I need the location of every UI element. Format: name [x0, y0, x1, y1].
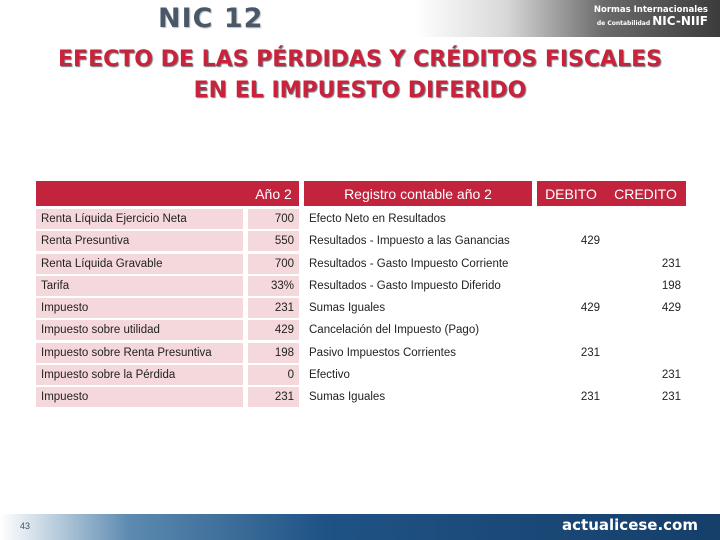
- accounting-table: [36, 181, 686, 410]
- cell-concept: Impuesto sobre la Pérdida: [36, 365, 243, 385]
- cell-entry: Sumas Iguales: [309, 302, 386, 315]
- cell-debit: [537, 276, 605, 296]
- header-concept: [36, 181, 248, 206]
- cell-credit: [605, 209, 686, 229]
- header-entry: Registro contable año 2: [304, 181, 532, 206]
- cell-year-2: 33%: [248, 276, 299, 296]
- cell-concept: Renta Líquida Gravable: [36, 254, 243, 274]
- cell-year-2: 198: [248, 343, 299, 363]
- header-credit: CREDITO: [605, 181, 686, 206]
- cell-entry: Sumas Iguales: [309, 391, 386, 404]
- logo-line-1: Normas Internacionales: [593, 5, 708, 15]
- cell-debit: [537, 254, 605, 274]
- cell-credit: 429: [661, 302, 681, 315]
- logo-line-2-big: NIC-NIIF: [652, 14, 708, 28]
- heading-line-2: EN EL IMPUESTO DIFERIDO: [193, 78, 527, 103]
- cell-year-2: 231: [248, 298, 299, 318]
- header-debit: DEBITO: [537, 181, 605, 206]
- cell-credit: [605, 231, 686, 251]
- slide-title: NIC 12: [158, 3, 264, 34]
- cell-debit: 429: [580, 302, 600, 315]
- cell-concept: Impuesto: [36, 387, 243, 407]
- cell-entry: Pasivo Impuestos Corrientes: [309, 346, 457, 359]
- cell-credit: 231: [661, 391, 681, 404]
- cell-credit: 231: [661, 369, 681, 382]
- cell-year-2: 700: [248, 209, 299, 229]
- brand-name: actualicese.com: [562, 516, 698, 534]
- cell-credit: 198: [661, 279, 681, 292]
- cell-debit: [537, 209, 605, 229]
- heading-line-1: EFECTO DE LAS PÉRDIDAS Y CRÉDITOS FISCALES: [58, 47, 662, 72]
- cell-entry: Efecto Neto en Resultados: [309, 213, 446, 225]
- nic-niif-logo: [415, 0, 720, 37]
- cell-concept: Renta Presuntiva: [36, 231, 243, 251]
- cell-year-2: 700: [248, 254, 299, 274]
- cell-year-2: 0: [248, 365, 299, 385]
- cell-debit: [537, 365, 605, 385]
- cell-concept: Impuesto: [36, 298, 243, 318]
- cell-concept: Tarifa: [36, 276, 243, 296]
- cell-year-2: 429: [248, 320, 299, 340]
- cell-entry: Cancelación del Impuesto (Pago): [309, 324, 480, 337]
- cell-entry: Resultados - Impuesto a las Ganancias: [309, 235, 510, 248]
- cell-debit: 429: [580, 235, 600, 248]
- cell-credit: 231: [661, 257, 681, 270]
- header-year-2: Año 2: [248, 181, 299, 206]
- cell-concept: Impuesto sobre Renta Presuntiva: [36, 343, 243, 363]
- cell-entry: Resultados - Gasto Impuesto Diferido: [309, 279, 501, 292]
- logo-line-2-small: de Contabilidad: [596, 20, 651, 27]
- cell-entry: Efectivo: [309, 369, 350, 382]
- cell-year-2: 231: [248, 387, 299, 407]
- cell-concept: Renta Líquida Ejercicio Neta: [36, 209, 243, 229]
- cell-concept: Impuesto sobre utilidad: [36, 320, 243, 340]
- cell-year-2: 550: [248, 231, 299, 251]
- cell-debit: [537, 320, 605, 340]
- cell-entry: Resultados - Gasto Impuesto Corriente: [309, 257, 509, 270]
- cell-debit: 231: [580, 391, 600, 404]
- cell-credit: [605, 343, 686, 363]
- cell-credit: [605, 320, 686, 340]
- cell-debit: 231: [580, 346, 600, 359]
- page-number: 43: [20, 521, 31, 531]
